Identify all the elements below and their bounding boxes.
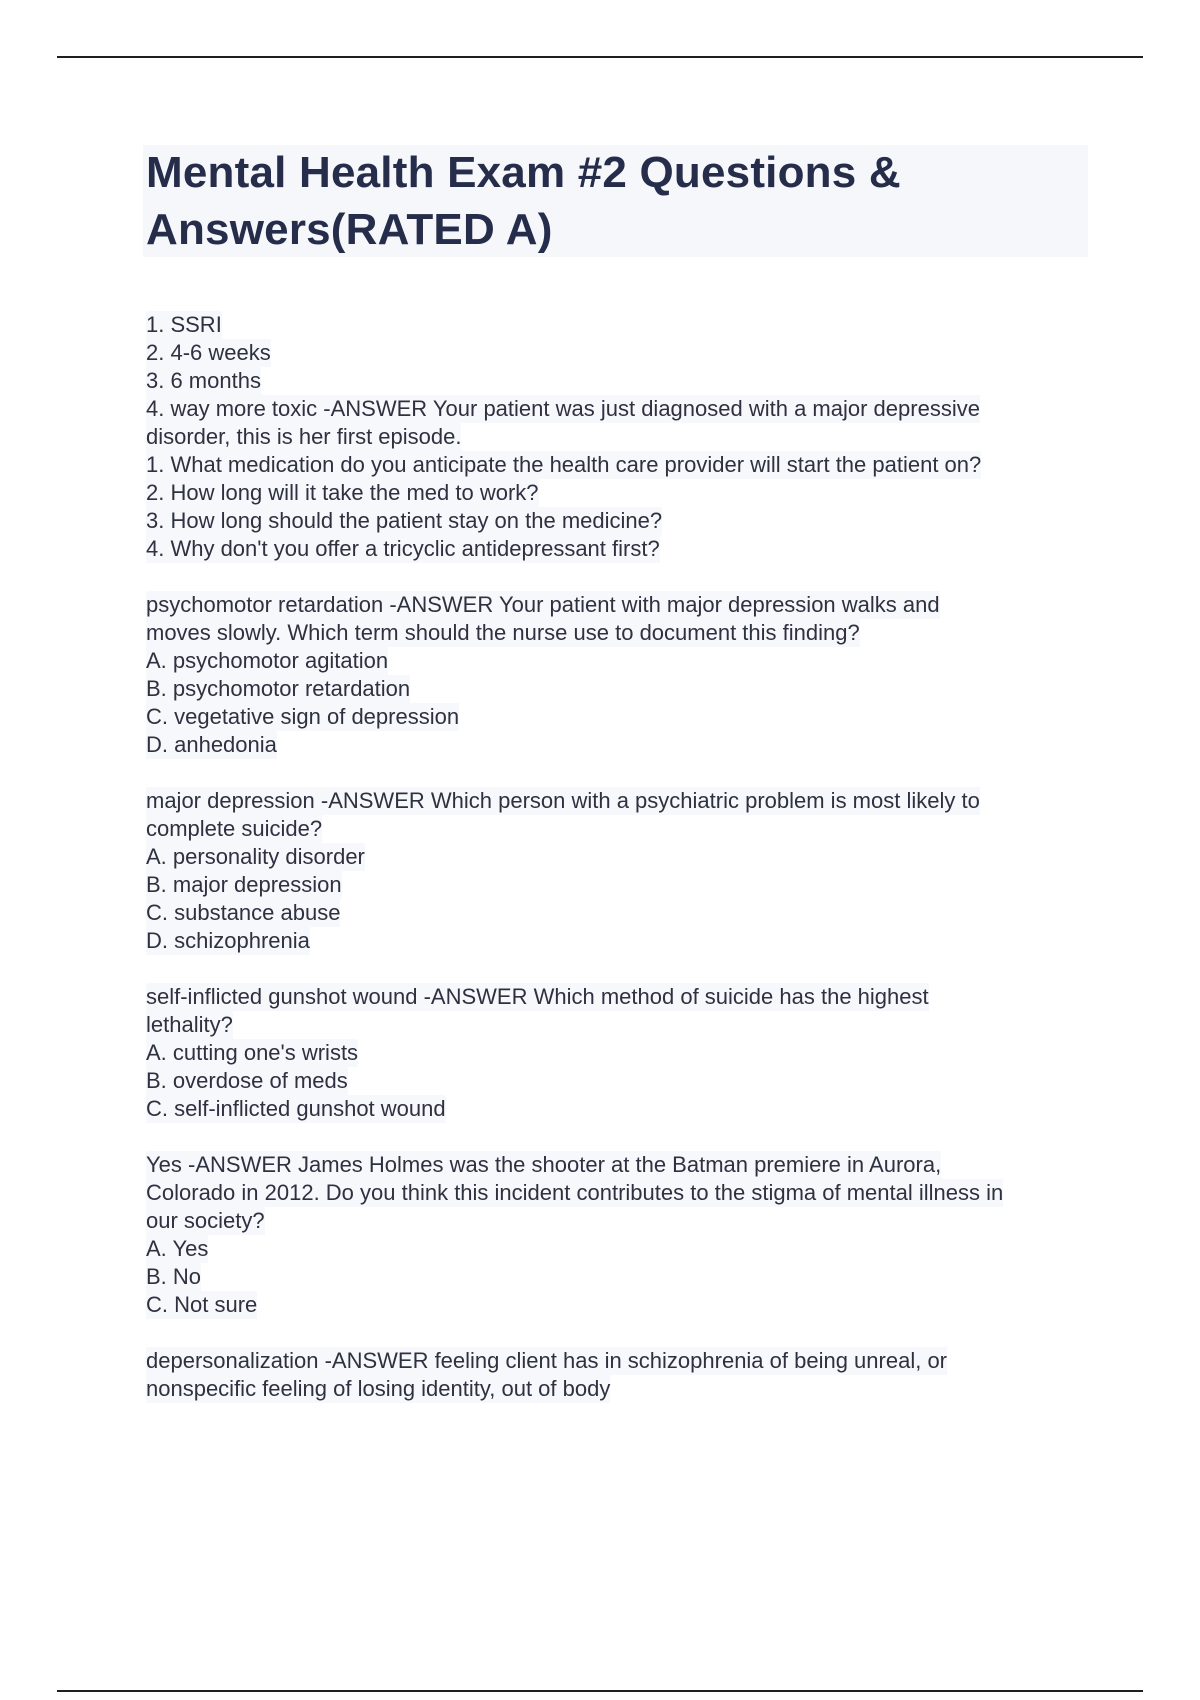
qa-line: depersonalization -ANSWER feeling client has in schizophrenia of being unreal, or xyxy=(146,1348,948,1373)
qa-line: B. psychomotor retardation xyxy=(146,676,411,701)
qa-line: C. self-inflicted gunshot wound xyxy=(146,1096,446,1121)
qa-line: A. personality disorder xyxy=(146,844,365,869)
qa-line: 4. Why don't you offer a tricyclic antidepressant first? xyxy=(146,536,660,561)
qa-line: A. Yes xyxy=(146,1236,209,1261)
qa-line: disorder, this is her first episode. xyxy=(146,424,462,449)
qa-block xyxy=(146,591,1096,759)
qa-block xyxy=(146,787,1096,955)
qa-line: psychomotor retardation -ANSWER Your patient with major depression walks and xyxy=(146,592,940,617)
bottom-rule xyxy=(57,1690,1143,1692)
qa-line: B. major depression xyxy=(146,872,342,897)
qa-line: self-inflicted gunshot wound -ANSWER Which method of suicide has the highest xyxy=(146,984,929,1009)
qa-block xyxy=(146,983,1096,1123)
qa-line: C. Not sure xyxy=(146,1292,258,1317)
qa-line: 2. 4-6 weeks xyxy=(146,340,271,365)
qa-line: D. anhedonia xyxy=(146,732,277,757)
qa-line: B. overdose of meds xyxy=(146,1068,348,1093)
qa-line: C. substance abuse xyxy=(146,900,341,925)
qa-line: 3. How long should the patient stay on the medicine? xyxy=(146,508,663,533)
qa-line: major depression -ANSWER Which person with a psychiatric problem is most likely to xyxy=(146,788,980,813)
top-rule xyxy=(57,56,1143,58)
qa-line: 1. SSRI xyxy=(146,312,222,337)
qa-line: nonspecific feeling of losing identity, out of body xyxy=(146,1376,611,1401)
qa-block xyxy=(146,1151,1096,1319)
qa-line: our society? xyxy=(146,1208,265,1233)
qa-line: 2. How long will it take the med to work? xyxy=(146,480,539,505)
qa-line: A. psychomotor agitation xyxy=(146,648,389,673)
qa-block xyxy=(146,1347,1096,1403)
qa-line: lethality? xyxy=(146,1012,233,1037)
qa-line: Yes -ANSWER James Holmes was the shooter at the Batman premiere in Aurora, xyxy=(146,1152,942,1177)
qa-line: D. schizophrenia xyxy=(146,928,310,953)
qa-line: 4. way more toxic -ANSWER Your patient was just diagnosed with a major depressive xyxy=(146,396,980,421)
qa-block xyxy=(146,311,1096,563)
qa-line: complete suicide? xyxy=(146,816,323,841)
qa-line: 3. 6 months xyxy=(146,368,261,393)
qa-line: moves slowly. Which term should the nurse use to document this finding? xyxy=(146,620,860,645)
qa-line: A. cutting one's wrists xyxy=(146,1040,359,1065)
page-title: Mental Health Exam #2 Questions & Answers(RATED A) xyxy=(146,148,901,254)
qa-line: B. No xyxy=(146,1264,202,1289)
qa-line: 1. What medication do you anticipate the health care provider will start the patient on? xyxy=(146,452,982,477)
qa-content xyxy=(146,311,1096,1431)
qa-line: Colorado in 2012. Do you think this incident contributes to the stigma of mental illness in xyxy=(146,1180,1004,1205)
qa-line: C. vegetative sign of depression xyxy=(146,704,460,729)
